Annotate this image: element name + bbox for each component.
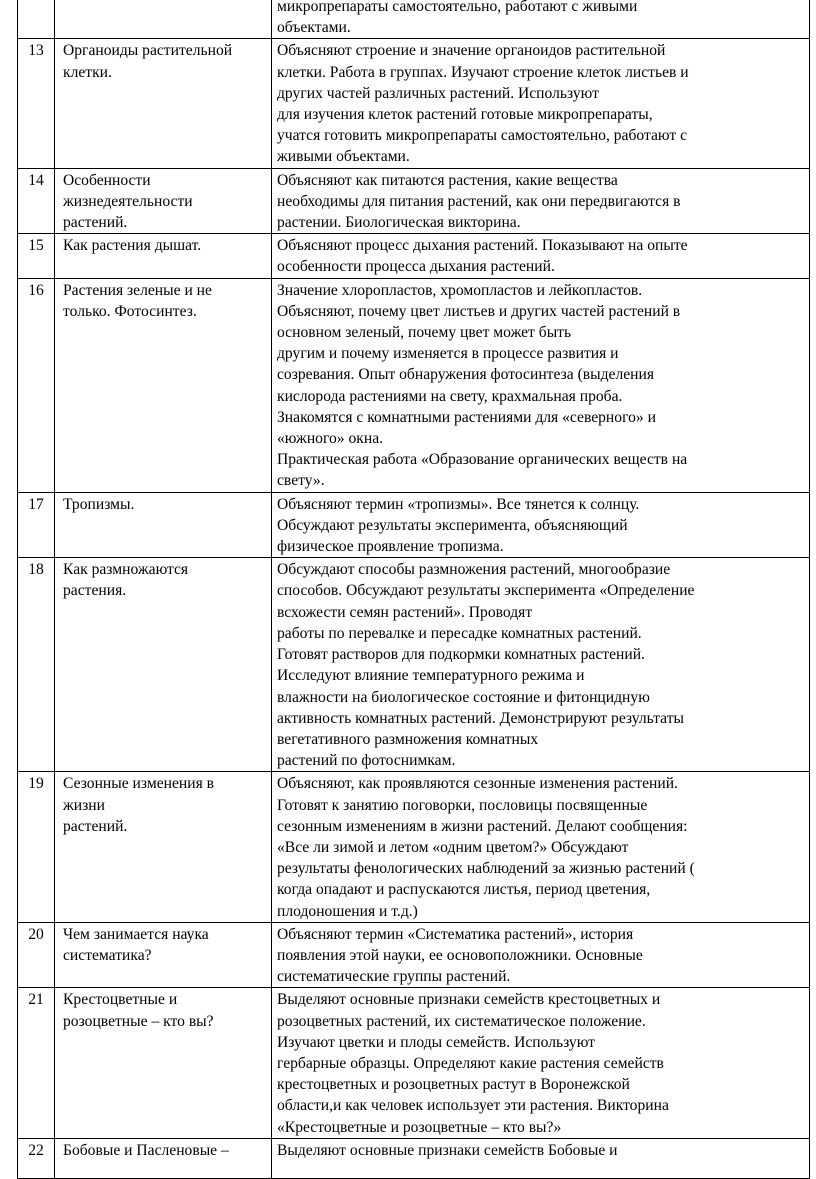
- row-number: 14: [18, 168, 55, 234]
- row-topic: Чем занимается наука систематика?: [55, 922, 272, 988]
- row-topic: Растения зеленые и не только. Фотосинтез.: [55, 278, 272, 492]
- row-description: Объясняют процесс дыхания растений. Показывают на опыте особенности процесса дыхания растений.: [272, 234, 810, 278]
- row-number: 19: [18, 772, 55, 922]
- row-number: 16: [18, 278, 55, 492]
- row-description: Объясняют как питаются растения, какие вещества необходимы для питания растений, как они передвигаются в растении. Биологическая викторина.: [272, 168, 810, 234]
- row-description: Выделяют основные признаки семейств крестоцветных и розоцветных растений, их систематическое положение. Изучают цветки и плоды семейств. Используют гербарные образцы. Определяют какие растения семейств крестоцветных и розоцветных растут в Воронежской области,и как человек использует эти растения. Викторина «Крестоцветные и розоцветные – кто вы?»: [272, 988, 810, 1138]
- table-row: [18, 39, 810, 168]
- table-row: [18, 1138, 810, 1178]
- row-topic: Как размножаются растения.: [55, 558, 272, 772]
- row-number: 15: [18, 234, 55, 278]
- row-number: 21: [18, 988, 55, 1138]
- table-row: [18, 278, 810, 492]
- row-number: 18: [18, 558, 55, 772]
- row-number: 20: [18, 922, 55, 988]
- table-row: [18, 922, 810, 988]
- row-description: микропрепараты самостоятельно, работают с живыми объектами.: [272, 0, 810, 39]
- row-topic: Тропизмы.: [55, 492, 272, 558]
- row-topic: Бобовые и Пасленовые –: [55, 1138, 272, 1178]
- row-topic: Особенности жизнедеятельности растений.: [55, 168, 272, 234]
- row-description: Значение хлоропластов, хромопластов и лейкопластов. Объясняют, почему цвет листьев и других частей растений в основном зеленый, почему цвет может быть другим и почему изменяется в процессе развития и созревания. Опыт обнаружения фотосинтеза (выделения кислорода растениями на свету, крахмальная проба. Знакомятся с комнатными растениями для «северного» и «южного» окна. Практическая работа «Образование органических веществ на свету».: [272, 278, 810, 492]
- row-number: 22: [18, 1138, 55, 1178]
- table-row: [18, 988, 810, 1138]
- table-row: [18, 772, 810, 922]
- table-row: [18, 0, 810, 39]
- lesson-plan-table: [17, 0, 810, 1179]
- row-number: [18, 0, 55, 39]
- table-row: [18, 558, 810, 772]
- row-topic: Сезонные изменения в жизни растений.: [55, 772, 272, 922]
- table-row: [18, 492, 810, 558]
- row-description: Объясняют термин «Систематика растений», история появления этой науки, ее основоположники. Основные систематические группы растений.: [272, 922, 810, 988]
- row-topic: [55, 0, 272, 39]
- row-description: Объясняют строение и значение органоидов растительной клетки. Работа в группах. Изучают строение клеток листьев и других частей различных растений. Используют для изучения клеток растений готовые микропрепараты, учатся готовить микропрепараты самостоятельно, работают с живыми объектами.: [272, 39, 810, 168]
- row-number: 13: [18, 39, 55, 168]
- row-description: Выделяют основные признаки семейств Бобовые и: [272, 1138, 810, 1178]
- row-topic: Крестоцветные и розоцветные – кто вы?: [55, 988, 272, 1138]
- table-row: [18, 234, 810, 278]
- row-number: 17: [18, 492, 55, 558]
- row-topic: Органоиды растительной клетки.: [55, 39, 272, 168]
- row-description: Объясняют, как проявляются сезонные изменения растений. Готовят к занятию поговорки, пословицы посвященные сезонным изменениям в жизни растений. Делают сообщения: «Все ли зимой и летом «одним цветом?» Обсуждают результаты фенологических наблюдений за жизнью растений ( когда опадают и распускаются листья, период цветения, плодоношения и т.д.): [272, 772, 810, 922]
- row-topic: Как растения дышат.: [55, 234, 272, 278]
- row-description: Обсуждают способы размножения растений, многообразие способов. Обсуждают результаты эксперимента «Определение всхожести семян растений». Проводят работы по перевалке и пересадке комнатных растений. Готовят растворов для подкормки комнатных растений. Исследуют влияние температурного режима и влажности на биологическое состояние и фитонцидную активность комнатных растений. Демонстрируют результаты вегетативного размножения комнатных растений по фотоснимкам.: [272, 558, 810, 772]
- table-row: [18, 168, 810, 234]
- row-description: Объясняют термин «тропизмы». Все тянется к солнцу. Обсуждают результаты эксперимента, объясняющий физическое проявление тропизма.: [272, 492, 810, 558]
